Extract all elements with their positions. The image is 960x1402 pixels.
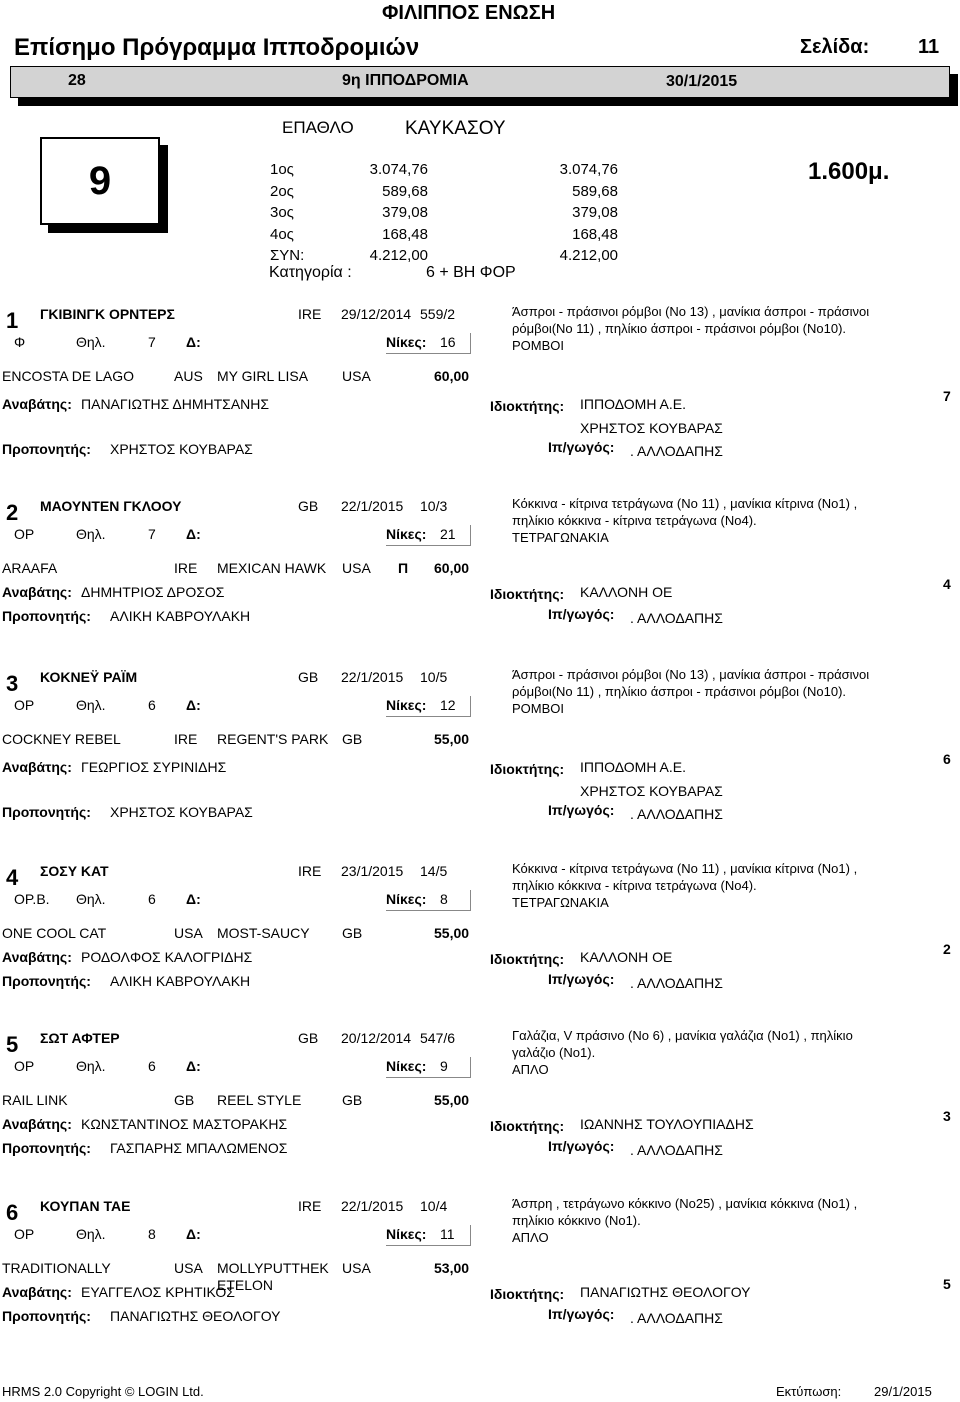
weight: 55,00 xyxy=(434,1092,470,1108)
race-day-bar xyxy=(10,66,950,98)
prize-label: ΕΠΑΘΛΟ xyxy=(282,118,354,137)
jockey-name: ΡΟΔΟΛΦΟΣ ΚΑΛΟΓΡΙΔΗΣ xyxy=(81,949,253,965)
horse-name: ΓΚΙΒΙΝΓΚ ΟΡΝΤΕΡΣ xyxy=(40,306,175,322)
horse-age: 7 xyxy=(148,526,156,542)
horse-code: 10/5 xyxy=(420,669,448,685)
prize-place: 3ος xyxy=(270,204,294,221)
silks-line-1: Κόκκινα - κίτρινα τετράγωνα (Νο 11) , μανίκια κίτρινα (Νο1) , xyxy=(512,861,858,876)
dam-name: MOST-SAUCY xyxy=(217,925,310,941)
silks-line-1: Άσπρη , τετράγωνο κόκκινο (Νο25) , μανίκια κόκκινα (Νο1) , xyxy=(512,1196,858,1211)
wins-box xyxy=(386,696,471,717)
horse-code: 10/4 xyxy=(420,1198,448,1214)
dam-country: GB xyxy=(342,1092,363,1108)
horse-origin: IRE xyxy=(298,306,322,322)
breeder-value: . ΑΛΛΟΔΑΠΗΣ xyxy=(630,975,723,991)
wins-box xyxy=(386,1225,471,1246)
weight: 60,00 xyxy=(434,368,470,384)
wins-box xyxy=(386,525,471,546)
footer-copyright: HRMS 2.0 Copyright © LOGIN Ltd. xyxy=(2,1384,204,1399)
prize-place: 1ος xyxy=(270,161,294,178)
horse-number: 3 xyxy=(6,671,19,696)
dam-country: USA xyxy=(342,368,371,384)
flag: Π xyxy=(398,560,409,576)
jockey-name: ΕΥΑΓΓΕΛΟΣ ΚΡΗΤΙΚΟΣ xyxy=(81,1284,235,1300)
horse-code: 547/6 xyxy=(420,1030,456,1046)
race-number-box xyxy=(40,137,160,225)
wins-value: 11 xyxy=(440,1226,455,1242)
jockey-name: ΔΗΜΗΤΡΙΟΣ ΔΡΟΣΟΣ xyxy=(81,584,225,600)
owner-label: Ιδιοκτήτης: xyxy=(490,586,565,602)
owner-label: Ιδιοκτήτης: xyxy=(490,1286,565,1302)
dam-country: GB xyxy=(342,925,363,941)
race-day: 9η ΙΠΠΟΔΡΟΜΙΑ xyxy=(342,72,469,89)
horse-number: 6 xyxy=(6,1200,19,1225)
horse-age: 6 xyxy=(148,891,156,907)
silks-pattern: ΤΕΤΡΑΓΩΝΑΚΙΑ xyxy=(512,895,609,910)
horse-color: ΟΡ.Β. xyxy=(14,891,50,907)
horse-color: ΟΡ xyxy=(14,1058,35,1074)
delta-label: Δ: xyxy=(186,697,201,713)
breeder-label: Ιπ/γωγός: xyxy=(548,606,615,622)
horse-birth-date: 22/1/2015 xyxy=(341,669,404,685)
trainer-label: Προπονητής: xyxy=(2,441,91,457)
owner-name-2: ΧΡΗΣΤΟΣ ΚΟΥΒΑΡΑΣ xyxy=(580,783,723,799)
jockey-label: Αναβάτης: xyxy=(2,1284,72,1300)
horse-name: ΚΟΥΠΑΝ ΤΑΕ xyxy=(40,1198,131,1214)
category-label: Κατηγορία : xyxy=(269,264,352,281)
silks-line-2: ρόμβοι(Νο 11) , πηλίκιο άσπροι - πράσινοι ρόμβοι (Νο10). xyxy=(512,321,847,336)
sire-name: TRADITIONALLY xyxy=(2,1260,111,1276)
breeder-label: Ιπ/γωγός: xyxy=(548,439,615,455)
jockey-label: Αναβάτης: xyxy=(2,584,72,600)
sire-country: IRE xyxy=(174,731,198,747)
weight: 53,00 xyxy=(434,1260,470,1276)
prize-amount: 168,48 xyxy=(382,225,428,243)
wins-label: Νίκες: xyxy=(386,891,427,907)
prize-amount: 589,68 xyxy=(382,182,428,200)
jockey-label: Αναβάτης: xyxy=(2,759,72,775)
owner-name: ΙΠΠΟΔΟΜΗ Α.Ε. xyxy=(580,759,686,775)
prize-amount: 4.212,00 xyxy=(369,247,428,264)
prize-place: ΣΥΝ: xyxy=(270,247,305,264)
breeder-value: . ΑΛΛΟΔΑΠΗΣ xyxy=(630,1142,723,1158)
silks-line-2: πηλίκιο κόκκινα - κίτρινα τετράγωνα (Νο4). xyxy=(512,513,757,528)
owner-label: Ιδιοκτήτης: xyxy=(490,398,565,414)
wins-box xyxy=(386,333,471,354)
horse-origin: GB xyxy=(298,669,319,685)
delta-label: Δ: xyxy=(186,526,201,542)
jockey-label: Αναβάτης: xyxy=(2,396,72,412)
owner-name: ΙΠΠΟΔΟΜΗ Α.Ε. xyxy=(580,396,686,412)
race-date: 30/1/2015 xyxy=(666,73,738,90)
sire-country: AUS xyxy=(174,368,203,384)
jockey-name: ΓΕΩΡΓΙΟΣ ΣΥΡΙΝΙΔΗΣ xyxy=(81,759,227,775)
prize-amount: 3.074,76 xyxy=(369,161,428,178)
horse-birth-date: 22/1/2015 xyxy=(341,1198,404,1214)
prize-place: 4ος xyxy=(270,225,294,243)
prize-place: 2ος xyxy=(270,182,294,200)
sire-country: IRE xyxy=(174,560,198,576)
breeder-value: . ΑΛΛΟΔΑΠΗΣ xyxy=(630,806,723,822)
horse-name: ΣΩΤ ΑΦΤΕΡ xyxy=(40,1030,120,1046)
horse-color: ΟΡ xyxy=(14,526,35,542)
silks-line-2: ρόμβοι(Νο 11) , πηλίκιο άσπροι - πράσινοι ρόμβοι (Νο10). xyxy=(512,684,847,699)
trainer-label: Προπονητής: xyxy=(2,804,91,820)
breeder-label: Ιπ/γωγός: xyxy=(548,802,615,818)
horse-sex: Θηλ. xyxy=(76,526,106,542)
draw-number: 5 xyxy=(943,1276,951,1292)
dam-name: MOLLYPUTTHEK ETELON xyxy=(217,1260,329,1293)
trainer-name: ΧΡΗΣΤΟΣ ΚΟΥΒΑΡΑΣ xyxy=(110,804,253,820)
sire-country: USA xyxy=(174,1260,203,1276)
owner-label: Ιδιοκτήτης: xyxy=(490,1118,565,1134)
sire-name: ENCOSTA DE LAGO xyxy=(2,368,134,384)
horse-age: 6 xyxy=(148,1058,156,1074)
dam-name: MY GIRL LISA xyxy=(217,368,309,384)
sire-name: COCKNEY REBEL xyxy=(2,731,121,747)
trainer-label: Προπονητής: xyxy=(2,608,91,624)
trainer-label: Προπονητής: xyxy=(2,973,91,989)
breeder-value: . ΑΛΛΟΔΑΠΗΣ xyxy=(630,1310,723,1326)
program-title: Επίσημο Πρόγραμμα Ιπποδρομιών xyxy=(14,34,420,61)
horse-sex: Θηλ. xyxy=(76,1058,106,1074)
horse-number: 5 xyxy=(6,1032,19,1057)
silks-line-2: πηλίκιο κόκκινα - κίτρινα τετράγωνα (Νο4). xyxy=(512,878,757,893)
delta-label: Δ: xyxy=(186,1058,201,1074)
horse-color: ΟΡ xyxy=(14,1226,35,1242)
horse-birth-date: 29/12/2014 xyxy=(341,306,412,322)
wins-label: Νίκες: xyxy=(386,1226,427,1242)
jockey-label: Αναβάτης: xyxy=(2,949,72,965)
silks-line-2: πηλίκιο κόκκινο (Νο1). xyxy=(512,1213,641,1228)
sire-name: ARAAFA xyxy=(2,560,58,576)
wins-value: 9 xyxy=(440,1058,448,1074)
category-value: 6 + ΒΗ ΦΟΡ xyxy=(426,264,516,281)
wins-box xyxy=(386,1057,471,1078)
wins-label: Νίκες: xyxy=(386,1058,427,1074)
silks-pattern: ΡΟΜΒΟΙ xyxy=(512,701,565,716)
horse-color: Φ xyxy=(14,334,26,350)
weight: 55,00 xyxy=(434,925,470,941)
horse-origin: IRE xyxy=(298,863,322,879)
sire-country: USA xyxy=(174,925,203,941)
silks-pattern: ΑΠΛΟ xyxy=(512,1230,549,1245)
prize-amount-total: 589,68 xyxy=(572,182,618,200)
horse-sex: Θηλ. xyxy=(76,334,106,350)
prize-amount-total: 168,48 xyxy=(572,225,618,243)
silks-line-2: γαλάζιο (Νο1). xyxy=(512,1045,596,1060)
dam-country: GB xyxy=(342,731,363,747)
horse-code: 10/3 xyxy=(420,498,448,514)
trainer-label: Προπονητής: xyxy=(2,1308,91,1324)
weight: 60,00 xyxy=(434,560,470,576)
trainer-name: ΓΑΣΠΑΡΗΣ ΜΠΑΛΩΜΕΝΟΣ xyxy=(110,1140,288,1156)
horse-number: 4 xyxy=(6,865,19,890)
horse-number: 1 xyxy=(6,308,19,333)
owner-label: Ιδιοκτήτης: xyxy=(490,951,565,967)
silks-line-1: Άσπροι - πράσινοι ρόμβοι (Νο 13) , μανίκια άσπροι - πράσινοι xyxy=(512,667,870,682)
page-label: Σελίδα: xyxy=(800,36,870,58)
wins-value: 8 xyxy=(440,891,448,907)
silks-line-1: Γαλάζια, V πράσινο (Νο 6) , μανίκια γαλάζια (Νο1) , πηλίκιο xyxy=(512,1028,853,1043)
delta-label: Δ: xyxy=(186,334,201,350)
day-number: 28 xyxy=(68,72,86,89)
delta-label: Δ: xyxy=(186,1226,201,1242)
trainer-name: ΧΡΗΣΤΟΣ ΚΟΥΒΑΡΑΣ xyxy=(110,441,253,457)
jockey-name: ΚΩΝΣΤΑΝΤΙΝΟΣ ΜΑΣΤΟΡΑΚΗΣ xyxy=(81,1116,288,1132)
wins-label: Νίκες: xyxy=(386,526,427,542)
wins-box xyxy=(386,890,471,911)
horse-number: 2 xyxy=(6,500,19,525)
draw-number: 7 xyxy=(943,388,951,404)
horse-code: 559/2 xyxy=(420,306,456,322)
horse-age: 6 xyxy=(148,697,156,713)
prize-amount-total: 379,08 xyxy=(572,204,618,221)
race-name: ΚΑΥΚΑΣΟΥ xyxy=(405,118,506,139)
breeder-label: Ιπ/γωγός: xyxy=(548,971,615,987)
owner-name: ΙΩΑΝΝΗΣ ΤΟΥΛΟΥΠΙΑΔΗΣ xyxy=(580,1116,754,1132)
owner-name: ΚΑΛΛΟΝΗ ΟΕ xyxy=(580,584,673,600)
page-number: 11 xyxy=(918,36,940,58)
silks-line-1: Κόκκινα - κίτρινα τετράγωνα (Νο 11) , μανίκια κίτρινα (Νο1) , xyxy=(512,496,858,511)
horse-sex: Θηλ. xyxy=(76,697,106,713)
silks-line-1: Άσπροι - πράσινοι ρόμβοι (Νο 13) , μανίκια άσπροι - πράσινοι xyxy=(512,304,870,319)
wins-value: 16 xyxy=(440,334,456,350)
breeder-label: Ιπ/γωγός: xyxy=(548,1306,615,1322)
dam-name: REGENT'S PARK xyxy=(217,731,329,747)
trainer-name: ΑΛΙΚΗ ΚΑΒΡΟΥΛΑΚΗ xyxy=(110,608,251,624)
trainer-name: ΑΛΙΚΗ ΚΑΒΡΟΥΛΑΚΗ xyxy=(110,973,251,989)
jockey-name: ΠΑΝΑΓΙΩΤΗΣ ΔΗΜΗΤΣΑΝΗΣ xyxy=(81,396,270,412)
dam-country: USA xyxy=(342,1260,371,1276)
race-distance: 1.600μ. xyxy=(808,158,890,185)
wins-label: Νίκες: xyxy=(386,334,427,350)
weight: 55,00 xyxy=(434,731,470,747)
horse-birth-date: 22/1/2015 xyxy=(341,498,404,514)
dam-name: MEXICAN HAWK xyxy=(217,560,327,576)
horse-code: 14/5 xyxy=(420,863,448,879)
owner-label: Ιδιοκτήτης: xyxy=(490,761,565,777)
sire-name: ONE COOL CAT xyxy=(2,925,107,941)
trainer-name: ΠΑΝΑΓΙΩΤΗΣ ΘΕΟΛΟΓΟΥ xyxy=(110,1308,281,1324)
wins-value: 21 xyxy=(440,526,456,542)
dam-name: REEL STYLE xyxy=(217,1092,302,1108)
race-number: 9 xyxy=(88,158,112,203)
silks-pattern: ΑΠΛΟ xyxy=(512,1062,549,1077)
horse-sex: Θηλ. xyxy=(76,891,106,907)
horse-birth-date: 20/12/2014 xyxy=(341,1030,412,1046)
draw-number: 2 xyxy=(943,941,951,957)
horse-age: 8 xyxy=(148,1226,156,1242)
horse-sex: Θηλ. xyxy=(76,1226,106,1242)
wins-value: 12 xyxy=(440,697,456,713)
dam-country: USA xyxy=(342,560,371,576)
horse-name: ΣΟΣΥ ΚΑΤ xyxy=(40,863,109,879)
delta-label: Δ: xyxy=(186,891,201,907)
horse-origin: GB xyxy=(298,498,319,514)
horse-color: ΟΡ xyxy=(14,697,35,713)
prize-amount-total: 4.212,00 xyxy=(559,247,618,264)
draw-number: 6 xyxy=(943,751,951,767)
breeder-value: . ΑΛΛΟΔΑΠΗΣ xyxy=(630,443,723,459)
breeder-value: . ΑΛΛΟΔΑΠΗΣ xyxy=(630,610,723,626)
silks-pattern: ΤΕΤΡΑΓΩΝΑΚΙΑ xyxy=(512,530,609,545)
horse-age: 7 xyxy=(148,334,156,350)
horse-origin: IRE xyxy=(298,1198,322,1214)
horse-name: ΚΟΚΝΕΫ ΡΑΪΜ xyxy=(40,669,138,685)
print-date: 29/1/2015 xyxy=(874,1384,932,1399)
trainer-label: Προπονητής: xyxy=(2,1140,91,1156)
owner-name: ΚΑΛΛΟΝΗ ΟΕ xyxy=(580,949,673,965)
horse-birth-date: 23/1/2015 xyxy=(341,863,404,879)
horse-name: ΜΑΟΥΝΤΕΝ ΓΚΛΟΟΥ xyxy=(40,498,182,514)
draw-number: 4 xyxy=(943,576,951,592)
silks-pattern: ΡΟΜΒΟΙ xyxy=(512,338,565,353)
draw-number: 3 xyxy=(943,1108,951,1124)
jockey-label: Αναβάτης: xyxy=(2,1116,72,1132)
organization-name: ΦΙΛΙΠΠΟΣ ΕΝΩΣΗ xyxy=(382,2,556,24)
breeder-label: Ιπ/γωγός: xyxy=(548,1138,615,1154)
horse-origin: GB xyxy=(298,1030,319,1046)
wins-label: Νίκες: xyxy=(386,697,427,713)
owner-name-2: ΧΡΗΣΤΟΣ ΚΟΥΒΑΡΑΣ xyxy=(580,420,723,436)
sire-country: GB xyxy=(174,1092,195,1108)
owner-name: ΠΑΝΑΓΙΩΤΗΣ ΘΕΟΛΟΓΟΥ xyxy=(580,1284,751,1300)
sire-name: RAIL LINK xyxy=(2,1092,68,1108)
prize-amount-total: 3.074,76 xyxy=(559,161,618,178)
print-label: Εκτύπωση: xyxy=(776,1384,842,1399)
prize-amount: 379,08 xyxy=(382,204,428,221)
